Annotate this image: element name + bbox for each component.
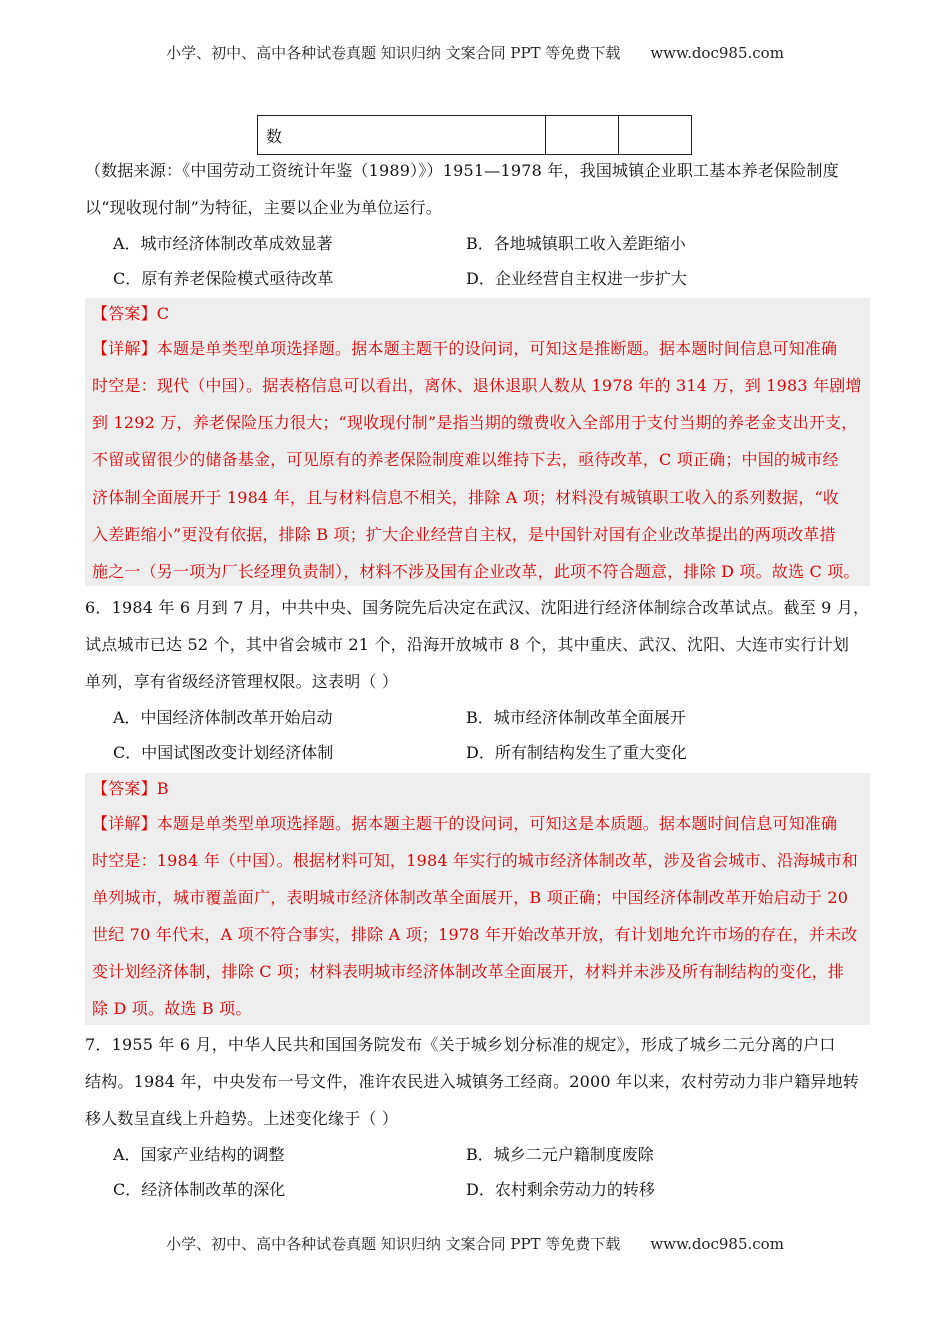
q7-option-c: C．经济体制改革的深化: [113, 1180, 286, 1199]
q6-option-a: A．中国经济体制改革开始启动: [113, 708, 333, 727]
table-cell-empty: [546, 116, 619, 155]
q7-line-1: 7．1955 年 6 月，中华人民共和国国务院发布《关于城乡划分标准的规定》，形成了城乡二元分离的户口: [85, 1035, 836, 1054]
q5-explain-2: 时空是：现代（中国）。据表格信息可以看出，离休、退休退职人数从 1978 年的 314 万，到 1983 年剧增: [92, 376, 862, 395]
data-table-fragment: [257, 115, 692, 155]
q5-line-1: （数据来源：《中国劳动工资统计年鉴（1989）》）1951—1978 年，我国城镇企业职工基本养老保险制度: [85, 161, 839, 180]
q5-option-c: C．原有养老保险模式亟待改革: [113, 269, 334, 288]
footer-text: 小学、初中、高中各种试卷真题 知识归纳 文案合同 PPT 等免费下载: [166, 1235, 621, 1253]
q5-explain-3: 到 1292 万，养老保险压力很大；“现收现付制”是指当期的缴费收入全部用于支付当期的养老金支出开支，: [92, 413, 858, 432]
q5-answer: 【答案】C: [92, 304, 170, 323]
q6-option-c: C．中国试图改变计划经济体制: [113, 743, 334, 762]
q5-explain-6: 入差距缩小”更没有依据，排除 B 项；扩大企业经营自主权，是中国针对国有企业改革提出的两项改革措: [92, 525, 836, 544]
q7-option-d: D．农村剩余劳动力的转移: [466, 1180, 655, 1199]
q5-option-d: D．企业经营自主权进一步扩大: [466, 269, 687, 288]
q5-explain-1: 【详解】本题是单类型单项选择题。据本题主题干的设问词，可知这是推断题。据本题时间信息可知准确: [92, 339, 838, 358]
q6-line-1: 6．1984 年 6 月到 7 月，中共中央、国务院先后决定在武汉、沈阳进行经济体制综合改革试点。截至 9 月，: [85, 598, 870, 617]
q7-line-2: 结构。1984 年，中央发布一号文件，准许农民进入城镇务工经商。2000 年以来，农村劳动力非户籍异地转: [85, 1072, 860, 1091]
header-text: 小学、初中、高中各种试卷真题 知识归纳 文案合同 PPT 等免费下载: [166, 44, 621, 62]
q5-option-b: B．各地城镇职工收入差距缩小: [466, 234, 686, 253]
q6-option-b: B．城市经济体制改革全面展开: [466, 708, 686, 727]
page-footer: [0, 1233, 950, 1254]
q5-option-a: A．城市经济体制改革成效显著: [113, 234, 333, 253]
q5-line-2: 以“现收现付制”为特征，主要以企业为单位运行。: [85, 198, 442, 217]
q6-explain-2: 时空是：1984 年（中国）。根据材料可知，1984 年实行的城市经济体制改革，涉及省会城市、沿海城市和: [92, 851, 859, 870]
q6-explain-1: 【详解】本题是单类型单项选择题。据本题主题干的设问词，可知这是本质题。据本题时间信息可知准确: [92, 814, 838, 833]
table-cell: 数: [258, 116, 546, 155]
q6-line-3: 单列，享有省级经济管理权限。这表明（ ）: [85, 672, 399, 691]
table-cell-empty: [619, 116, 692, 155]
footer-site: www.doc985.com: [650, 1235, 784, 1253]
q6-line-2: 试点城市已达 52 个，其中省会城市 21 个，沿海开放城市 8 个，其中重庆、武汉、沈阳、大连市实行计划: [85, 635, 850, 654]
q5-explain-5: 济体制全面展开于 1984 年，且与材料信息不相关，排除 A 项；材料没有城镇职工收入的系列数据，“收: [92, 488, 839, 507]
q6-explain-4: 世纪 70 年代末，A 项不符合事实，排除 A 项；1978 年开始改革开放，有计划地允许市场的存在，并未改: [92, 925, 858, 944]
q5-explain-4: 不留或留很少的储备基金，可见原有的养老保险制度难以维持下去，亟待改革，C 项正确；中国的城市经: [92, 450, 839, 469]
q7-line-3: 移人数呈直线上升趋势。上述变化缘于（ ）: [85, 1109, 399, 1128]
q7-option-a: A．国家产业结构的调整: [113, 1145, 285, 1164]
q6-option-d: D．所有制结构发生了重大变化: [466, 743, 687, 762]
q6-explain-3: 单列城市，城市覆盖面广，表明城市经济体制改革全面展开，B 项正确；中国经济体制改革开始启动于 20: [92, 888, 849, 907]
page-header: [0, 42, 950, 63]
q7-option-b: B．城乡二元户籍制度废除: [466, 1145, 654, 1164]
header-site: www.doc985.com: [650, 44, 784, 62]
q6-explain-6: 除 D 项。故选 B 项。: [92, 999, 252, 1018]
q5-explain-7: 施之一（另一项为厂长经理负责制），材料不涉及国有企业改革，此项不符合题意，排除 D 项。故选 C 项。: [92, 562, 860, 581]
q6-answer: 【答案】B: [92, 779, 169, 798]
q6-explain-5: 变计划经济体制，排除 C 项；材料表明城市经济体制改革全面展开，材料并未涉及所有制结构的变化，排: [92, 962, 845, 981]
